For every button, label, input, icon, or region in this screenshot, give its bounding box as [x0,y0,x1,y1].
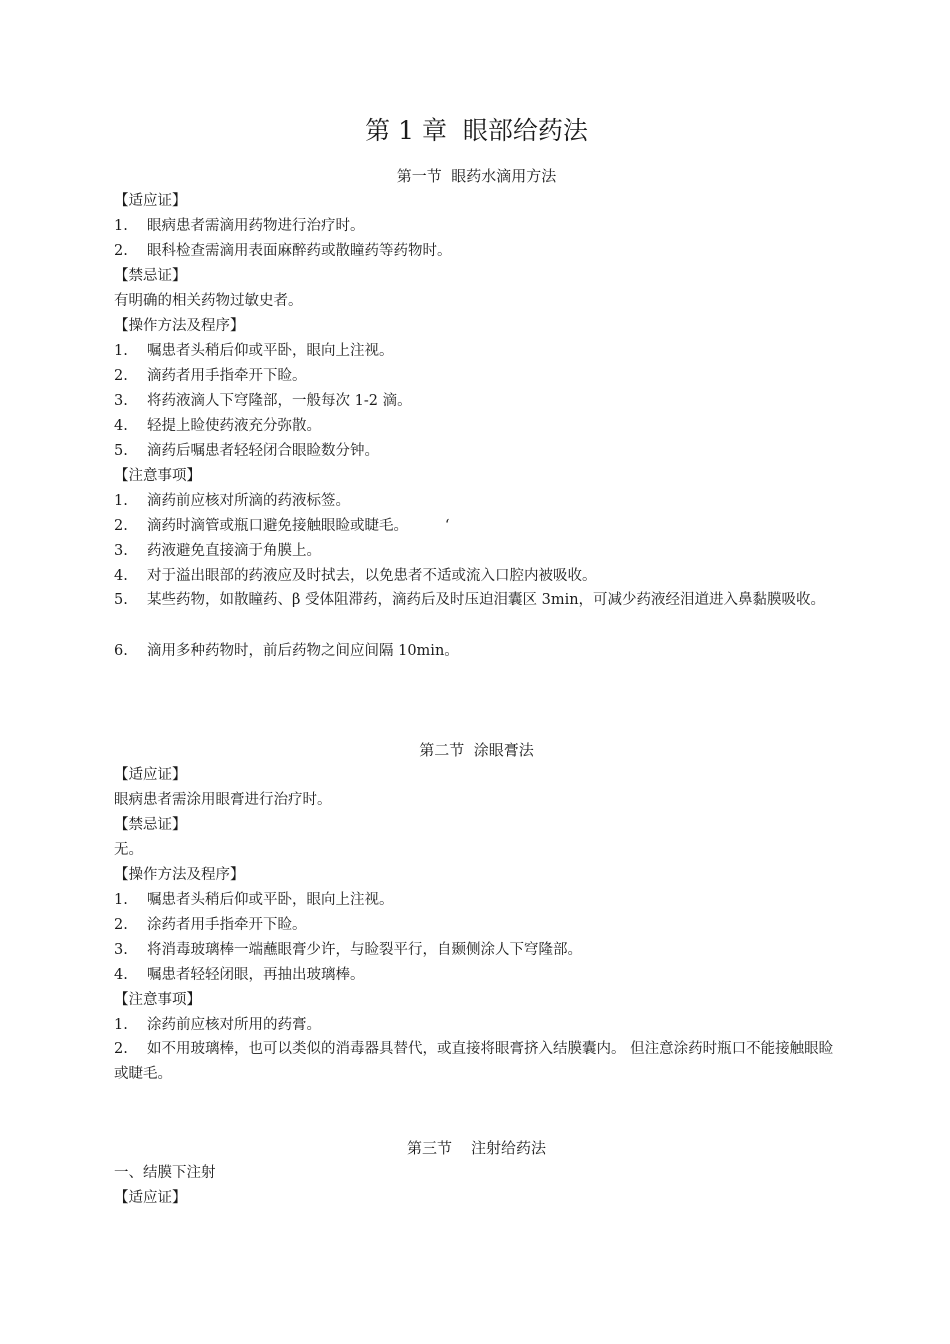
list-item [114,441,839,461]
list-text: 滴药时滴管或瓶口避免接触眼睑或睫毛。 ‘ [147,518,450,534]
list-item [114,641,839,661]
contraindications-text: 有明确的相关药物过敏史者。 [114,293,303,309]
list-number: 3. [114,393,128,409]
list-text: 嘱患者头稍后仰或平卧，眼向上注视。 [147,892,394,908]
list-number: 2. [114,1041,128,1057]
list-text: 将消毒玻璃棒一端蘸眼膏少许，与睑裂平行，自颞侧涂人下穹隆部。 [147,942,582,958]
list-item [114,1015,839,1035]
list-text: 眼科检查需滴用表面麻醉药或散瞳药等药物时。 [147,243,452,259]
section-title: 第二节 涂眼膏法 [419,741,534,759]
list-text: 轻提上睑使药液充分弥散。 [147,418,321,434]
list-item [114,416,839,436]
list-number: 1. [114,1017,128,1033]
list-item [114,566,839,586]
list-number: 6. [114,643,128,659]
notes-heading: 【注意事项】 [114,468,201,484]
list-number: 2. [114,243,128,259]
list-item [114,965,839,985]
list-item [114,588,839,613]
list-text: 滴药后嘱患者轻轻闭合眼睑数分钟。 [147,443,379,459]
list-item [114,516,839,536]
indications-heading: 【适应证】 [114,767,187,783]
list-text: 滴药前应核对所滴的药液标签。 [147,493,350,509]
list-number: 2. [114,368,128,384]
list-text: 嘱患者头稍后仰或平卧，眼向上注视。 [147,343,394,359]
list-number: 3. [114,942,128,958]
list-number: 1. [114,218,128,234]
list-text: 嘱患者轻轻闭眼，再抽出玻璃棒。 [147,967,365,983]
list-item [114,341,839,361]
list-text: 某些药物，如散瞳药、β 受体阻滞药，滴药后及时压迫泪囊区 3min，可减少药液经泪道进入鼻黏膜吸收。 [147,592,826,608]
procedure-heading: 【操作方法及程序】 [114,318,245,334]
list-text: 眼病患者需滴用药物进行治疗时。 [147,218,365,234]
list-text: 药液避免直接滴于角膜上。 [147,543,321,559]
list-number: 2. [114,518,128,534]
list-number: 2. [114,917,128,933]
list-text: 滴药者用手指牵开下睑。 [147,368,307,384]
list-number: 4. [114,568,128,584]
indications-text: 眼病患者需涂用眼膏进行治疗时。 [114,792,332,808]
indications-heading: 【适应证】 [114,1190,187,1206]
list-number: 4. [114,967,128,983]
indications-heading: 【适应证】 [114,193,187,209]
procedure-heading: 【操作方法及程序】 [114,867,245,883]
list-item [114,366,839,386]
list-text: 将药液滴人下穹隆部，一般每次 1-2 滴。 [147,393,412,409]
list-number: 1. [114,493,128,509]
list-number: 3. [114,543,128,559]
chapter-title: 第 1 章 眼部给药法 [365,116,588,145]
section-title: 第三节 注射给药法 [406,1139,547,1157]
notes-heading: 【注意事项】 [114,992,201,1008]
list-item [114,1037,839,1087]
list-number: 1. [114,343,128,359]
list-item [114,915,839,935]
list-text: 涂药前应核对所用的药膏。 [147,1017,321,1033]
contraindications-text: 无。 [114,842,143,858]
list-item [114,541,839,561]
list-text: 涂药者用手指牵开下睑。 [147,917,307,933]
list-item [114,391,839,411]
list-item [114,940,839,960]
list-number: 5. [114,443,128,459]
list-text: 如不用玻璃棒，也可以类似的消毒器具替代，或直接将眼膏挤入结膜囊内。 但注意涂药时瓶口不能接触眼睑或睫毛。 [114,1041,834,1082]
section-title: 第一节 眼药水滴用方法 [396,167,557,185]
list-number: 1. [114,892,128,908]
list-item [114,890,839,910]
list-item [114,491,839,511]
contraindications-heading: 【禁忌证】 [114,268,187,284]
contraindications-heading: 【禁忌证】 [114,817,187,833]
list-item [114,216,839,236]
subsection-heading: 一、结膜下注射 [114,1165,216,1181]
list-text: 滴用多种药物时，前后药物之间应间隔 10min。 [147,643,459,659]
list-number: 5. [114,592,128,608]
list-number: 4. [114,418,128,434]
list-item [114,241,839,261]
list-text: 对于溢出眼部的药液应及时拭去，以免患者不适或流入口腔内被吸收。 [147,568,597,584]
